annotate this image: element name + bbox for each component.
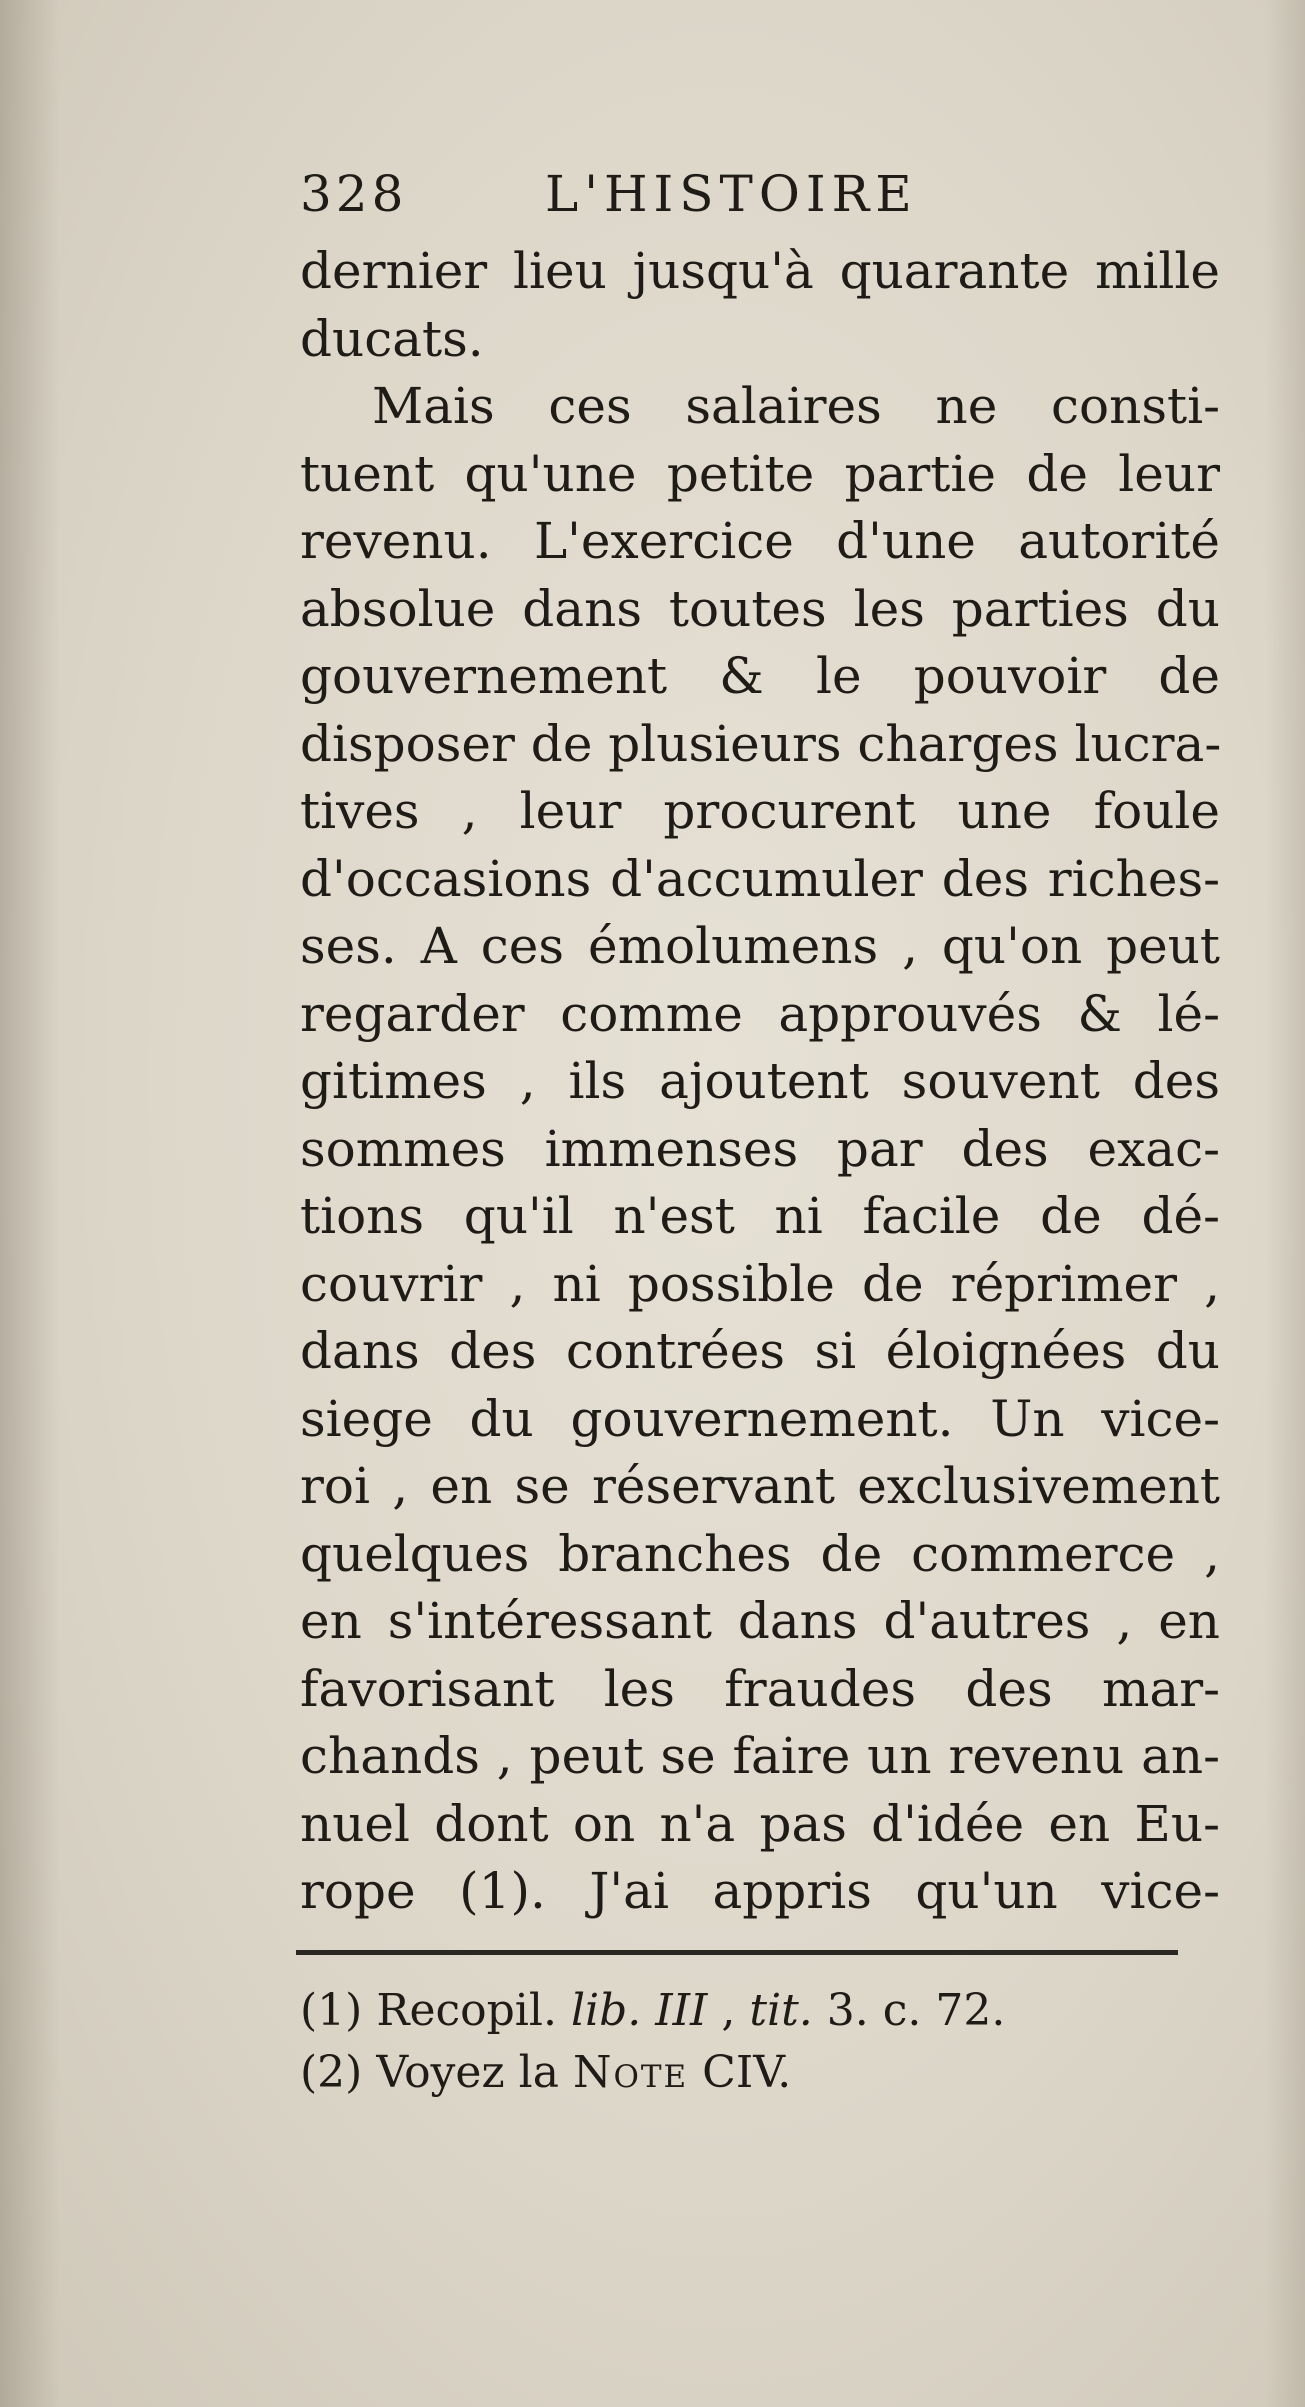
- footnote-text: Recopil.: [376, 1985, 557, 2036]
- text-line: favorisant les fraudes des mar-: [300, 1659, 1220, 1718]
- text-line: gouvernement & le pouvoir de: [300, 647, 1220, 705]
- text-line: siege du gouvernement. Un vice-: [300, 1389, 1220, 1448]
- text-line: regarder comme approuvés & lé-: [300, 984, 1220, 1043]
- gutter-shadow: [0, 0, 60, 2407]
- text-line: revenu. L'exercice d'une autorité: [300, 512, 1220, 570]
- text-line: tives , leur procurent une foule: [300, 782, 1220, 840]
- text-line: ses. A ces émolumens , qu'on peut: [300, 917, 1220, 975]
- footnote-separator: ,: [707, 1985, 750, 2036]
- footnote-caps: Note: [572, 2047, 689, 2098]
- body-text: [300, 238, 1220, 1926]
- page-header: [300, 165, 1020, 225]
- text-line: en s'intéressant dans d'autres , en: [300, 1592, 1220, 1650]
- text-line: ducats.: [300, 309, 484, 368]
- footnote-text: Voyez la: [376, 2047, 559, 2098]
- edge-shadow: [1265, 0, 1305, 2407]
- text-line: d'occasions d'accumuler des riches-: [300, 849, 1220, 908]
- running-title: L'HISTOIRE: [545, 165, 918, 223]
- text-line: Mais ces salaires ne consti-: [372, 377, 1220, 435]
- text-line: dernier lieu jusqu'à quarante mille: [300, 242, 1220, 300]
- footnote-2: [300, 2042, 1200, 2104]
- page-number: 328: [300, 165, 408, 223]
- text-line: nuel dont on n'a pas d'idée en Eu-: [300, 1794, 1220, 1853]
- footnote-marker: (2): [300, 2047, 363, 2098]
- text-line: couvrir , ni possible de réprimer ,: [300, 1254, 1220, 1313]
- footnote-1: [300, 1980, 1200, 2042]
- text-line: tuent qu'une petite partie de leur: [300, 444, 1220, 503]
- footnote-italic: lib. III: [570, 1985, 708, 2036]
- text-line: roi , en se réservant exclusivement: [300, 1457, 1220, 1515]
- text-line: sommes immenses par des exac-: [300, 1119, 1220, 1178]
- footnotes: [300, 1980, 1200, 2104]
- text-line: tions qu'il n'est ni facile de dé-: [300, 1187, 1220, 1245]
- footnote-marker: (1): [300, 1985, 363, 2036]
- text-line: gitimes , ils ajoutent souvent des: [300, 1052, 1220, 1110]
- text-line: rope (1). J'ai appris qu'un vice-: [300, 1862, 1220, 1920]
- text-line: chands , peut se faire un revenu an-: [300, 1727, 1220, 1785]
- text-line: dans des contrées si éloignées du: [300, 1322, 1220, 1380]
- footnote-rule: [296, 1950, 1178, 1955]
- text-line: quelques branches de commerce ,: [300, 1524, 1220, 1583]
- text-line: disposer de plusieurs charges lucra-: [300, 714, 1222, 773]
- footnote-rest: 3. c. 72.: [812, 1985, 1006, 2036]
- footnote-rest: CIV.: [688, 2047, 792, 2098]
- footnote-italic-2: tit.: [749, 1985, 813, 2036]
- text-line: absolue dans toutes les parties du: [300, 579, 1220, 638]
